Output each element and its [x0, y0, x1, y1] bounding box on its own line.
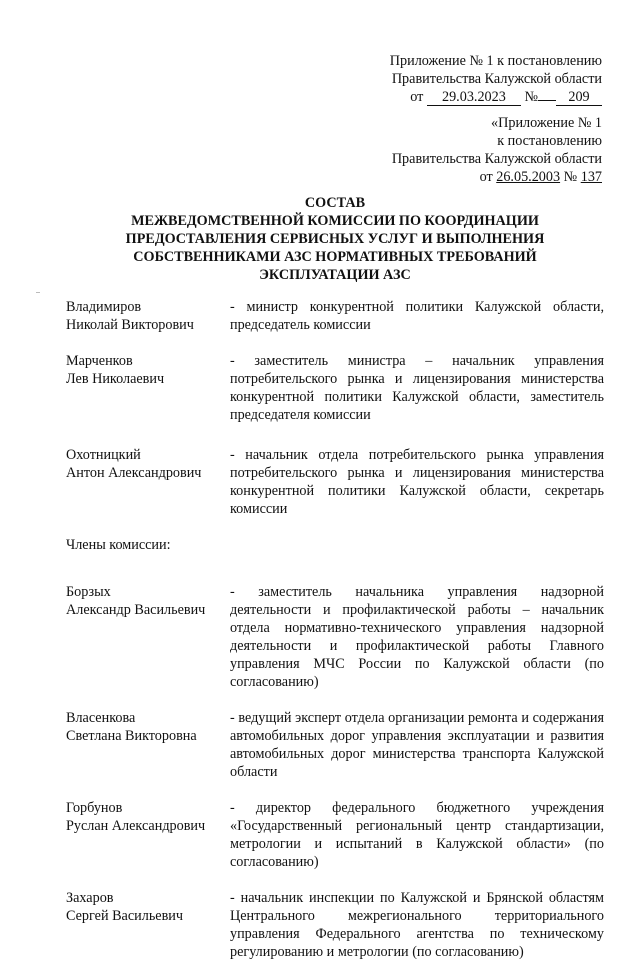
- prev-resolution-date: 26.05.2003: [496, 169, 561, 185]
- appendix-previous-date-line: [392, 168, 602, 186]
- title-line5: ЭКСПЛУАТАЦИИ АЗС: [259, 267, 411, 283]
- member-given-names: Николай Викторович: [66, 317, 194, 333]
- member-surname: Охотницкий: [66, 447, 141, 463]
- title-line4: СОБСТВЕННИКАМИ АЗС НОРМАТИВНЫХ ТРЕБОВАНИЙ: [133, 249, 537, 265]
- title-line2: МЕЖВЕДОМСТВЕННОЙ КОМИССИИ ПО КООРДИНАЦИИ: [131, 213, 539, 229]
- roster-entry: [66, 298, 604, 334]
- appendix-current-header: [390, 52, 602, 106]
- member-surname: Захаров: [66, 890, 114, 906]
- appendix-previous-line2: к постановлению: [497, 133, 602, 149]
- appendix-previous-line3: Правительства Калужской области: [391, 151, 602, 167]
- roster-entry: [66, 709, 604, 781]
- appendix-current-date-line: [390, 88, 602, 106]
- member-role: - директор федерального бюджетного учреждения «Государственный региональный центр стандартизации, метрологии и испытаний в Калужской области» (по согласованию): [230, 800, 604, 870]
- member-surname: Владимиров: [66, 299, 142, 315]
- title-line1: СОСТАВ: [304, 195, 366, 211]
- document-title: [60, 194, 610, 284]
- member-name: [66, 709, 226, 745]
- member-given-names: Лев Николаевич: [66, 371, 165, 387]
- date-prefix: от: [410, 89, 424, 105]
- roster-entry: [66, 352, 604, 424]
- member-name: [66, 889, 226, 925]
- roster-entry: [66, 583, 604, 691]
- member-role: - заместитель начальника управления надзорной деятельности и профилактической работы – начальник отдела нормативно-технического управления надзорной деятельности и профилактической работы Главного управления МЧС России по Калужской области (по согласованию): [230, 584, 604, 690]
- member-role: - начальник инспекции по Калужской и Брянской областям Центрального межрегионального территориального управления Федерального агентства по техническому регулированию и метрологии (по согласованию): [230, 890, 604, 960]
- members-section-label: Члены комиссии:: [66, 537, 171, 553]
- resolution-date: 29.03.2023: [427, 90, 521, 106]
- member-name: [66, 446, 226, 482]
- member-surname: Горбунов: [66, 800, 123, 816]
- member-given-names: Руслан Александрович: [66, 818, 206, 834]
- member-role: - заместитель министра – начальник управления потребительского рынка и лицензирования министерства конкурентной политики Калужской области, заместитель председателя комиссии: [230, 353, 604, 423]
- member-role: - начальник отдела потребительского рынка управления потребительского рынка и лицензирования министерства конкурентной политики Калужской области, секретарь комиссии: [230, 447, 604, 517]
- prev-number-prefix: №: [563, 169, 578, 185]
- member-name: [66, 352, 226, 388]
- member-surname: Марченков: [66, 353, 133, 369]
- appendix-previous-header: [392, 114, 602, 186]
- roster-entry: [66, 889, 604, 961]
- resolution-number: 209: [556, 90, 602, 106]
- commission-roster: [66, 298, 604, 961]
- margin-mark: [36, 292, 40, 293]
- member-name: [66, 298, 226, 334]
- member-given-names: Сергей Васильевич: [66, 908, 184, 924]
- member-name: [66, 799, 226, 835]
- roster-entry: [66, 446, 604, 518]
- title-line3: ПРЕДОСТАВЛЕНИЯ СЕРВИСНЫХ УСЛУГ И ВЫПОЛНЕНИЯ: [125, 231, 545, 247]
- member-name: [66, 583, 226, 619]
- member-surname: Власенкова: [66, 710, 136, 726]
- prev-resolution-number: 137: [580, 169, 602, 185]
- appendix-current-line2: Правительства Калужской области: [391, 71, 602, 87]
- roster-entry: [66, 799, 604, 871]
- member-surname: Борзых: [66, 584, 111, 600]
- member-given-names: Александр Васильевич: [66, 602, 206, 618]
- member-given-names: Антон Александрович: [66, 465, 202, 481]
- member-role: - министр конкурентной политики Калужской области, председатель комиссии: [230, 299, 604, 333]
- member-role: - ведущий эксперт отдела организации ремонта и содержания автомобильных дорог управления эксплуатации и развития автомобильных дорог министерства транспорта Калужской области: [230, 710, 604, 780]
- prev-date-prefix: от: [479, 169, 493, 185]
- appendix-previous-line1: «Приложение № 1: [491, 115, 602, 131]
- appendix-current-line1: Приложение № 1 к постановлению: [389, 53, 602, 69]
- member-given-names: Светлана Викторовна: [66, 728, 197, 744]
- number-prefix: №: [524, 89, 538, 105]
